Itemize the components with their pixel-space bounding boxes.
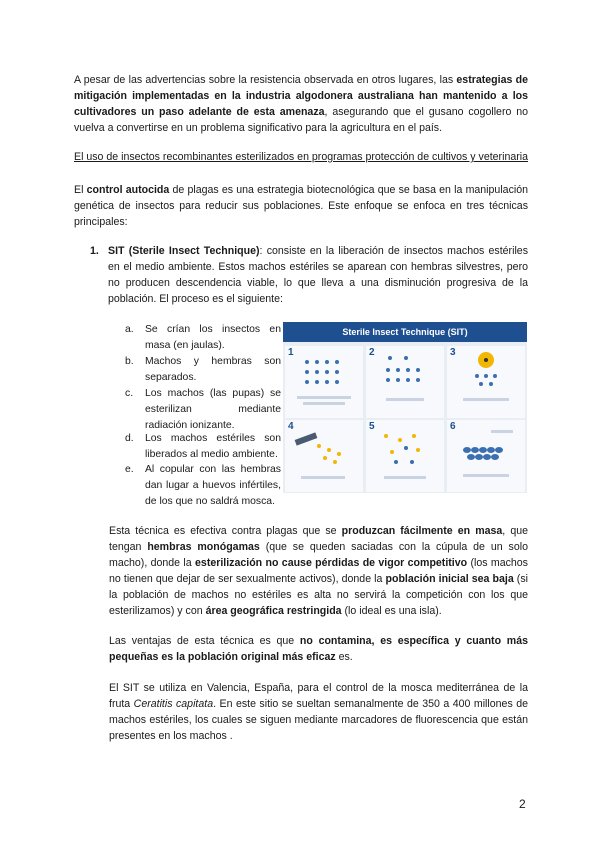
advantages-text: es. xyxy=(335,651,353,663)
list-item-text xyxy=(108,243,528,307)
figure-panel-4 xyxy=(285,420,363,492)
figure-panel-5 xyxy=(366,420,444,492)
intro-paragraph xyxy=(74,72,528,136)
panel-number: 4 xyxy=(288,421,294,432)
species-name: Ceratitis capitata xyxy=(133,698,214,710)
valencia-text: El SIT se utiliza en Valencia, España, para el control de la mosca mediterránea de la fruta xyxy=(109,682,528,710)
sorted-insects-icon xyxy=(366,346,444,418)
figure-panel-6 xyxy=(447,420,525,492)
effective-bold: esterilización no cause pérdidas de vigor competitivo xyxy=(195,557,468,569)
autocida-text-1: El xyxy=(74,184,87,196)
effective-bold: población inicial sea baja xyxy=(385,573,514,585)
step-e xyxy=(125,462,281,510)
effective-paragraph xyxy=(109,523,528,619)
autocida-bold: control autocida xyxy=(86,184,170,196)
effective-text: (los machos no tienen que dejar de ser sexualmente activos), donde la xyxy=(109,557,528,585)
step-letter: b. xyxy=(125,356,134,367)
advantages-bold: no contamina, es específica y cuanto más pequeñas es la población original más eficaz xyxy=(109,635,528,663)
intro-text-2: , asegurando que el gusano cogollero no vuelva a convertirse en un problema significativo para la agricultura en el país. xyxy=(74,106,528,134)
step-text: Los machos estériles son liberados al medio ambiente. xyxy=(145,433,281,460)
effective-text: (si la población de machos no estériles es alta no servirá la competición con los que esterilizamos) y con xyxy=(109,573,528,617)
step-text: Al copular con las hembras dan lugar a huevos infértiles, de los que no saldrá mosca. xyxy=(145,464,281,507)
step-letter: e. xyxy=(125,464,134,475)
step-text: Se crían los insectos en masa (en jaulas). xyxy=(145,324,281,351)
mating-insects-icon xyxy=(366,420,444,492)
effective-text: (que se queden saciadas con la cúpula de un solo macho), donde la xyxy=(109,541,528,569)
step-letter: c. xyxy=(125,388,134,399)
effective-bold: área geográfica restringida xyxy=(205,605,342,617)
radiation-icon xyxy=(447,346,525,418)
step-text: Machos y hembras son separados. xyxy=(145,356,281,383)
list-number: 1. xyxy=(90,245,99,257)
panel-number: 5 xyxy=(369,421,375,432)
sit-description: : consiste en la liberación de insectos machos estériles en el medio ambiente. Estos machos estériles se aparean con hembras silvestres, pero no producen descendencia viable, lo que lleva a una disminución progresiva de la población. El proceso es el siguiente: xyxy=(108,245,528,305)
panel-number: 2 xyxy=(369,347,375,358)
advantages-text: Las ventajas de esta técnica es que xyxy=(109,635,300,647)
infertile-eggs-icon xyxy=(447,420,525,492)
effective-text: Esta técnica es efectiva contra plagas que se xyxy=(109,525,342,537)
step-letter: d. xyxy=(125,433,134,444)
effective-text: (lo ideal es una isla). xyxy=(341,605,442,617)
step-letter: a. xyxy=(125,324,134,335)
autocida-paragraph xyxy=(74,182,528,230)
page-number: 2 xyxy=(519,797,526,811)
section-heading: El uso de insectos recombinantes esterilizados en programas protección de cultivos y veterinaria xyxy=(74,151,528,163)
panel-number: 6 xyxy=(450,421,456,432)
advantages-paragraph xyxy=(109,633,528,665)
step-text: Los machos (las pupas) se esterilizan mediante radiación ionizante. xyxy=(145,388,281,431)
sit-title: SIT (Sterile Insect Technique) xyxy=(108,245,260,257)
step-a xyxy=(125,322,281,354)
autocida-text-2: de plagas es una estrategia biotecnológica que se basa en la manipulación genética de insectos para reducir sus poblaciones. Este enfoque se enfoca en tres técnicas principales: xyxy=(74,184,528,228)
list-item-sit xyxy=(90,243,528,307)
sit-figure xyxy=(283,322,527,493)
figure-panel-1 xyxy=(285,346,363,418)
valencia-text: . En este sitio se sueltan semanalmente de 350 a 400 millones de machos estériles, los cuales se siguen mediante marcadores de fluorescencia que están presentes en los machos . xyxy=(109,698,528,742)
valencia-paragraph xyxy=(109,680,528,744)
insects-cage-icon xyxy=(285,346,363,418)
figure-panel-2 xyxy=(366,346,444,418)
step-b xyxy=(125,354,281,386)
figure-panel-3 xyxy=(447,346,525,418)
intro-text-1: A pesar de las advertencias sobre la resistencia observada en otros lugares, las xyxy=(74,74,457,86)
aircraft-release-icon xyxy=(285,420,363,492)
figure-title: Sterile Insect Technique (SIT) xyxy=(283,322,527,342)
panel-number: 1 xyxy=(288,347,294,358)
step-c xyxy=(125,386,281,434)
effective-bold: produzcan fácilmente en masa xyxy=(341,525,503,537)
panel-number: 3 xyxy=(450,347,456,358)
intro-bold: estrategias de mitigación implementadas en la industria algodonera australiana han mantenido a los cultivadores un paso adelante de esta amenaza xyxy=(74,74,528,118)
step-d xyxy=(125,431,281,463)
effective-text: , que tengan xyxy=(109,525,528,553)
effective-bold: hembras monógamas xyxy=(147,541,260,553)
